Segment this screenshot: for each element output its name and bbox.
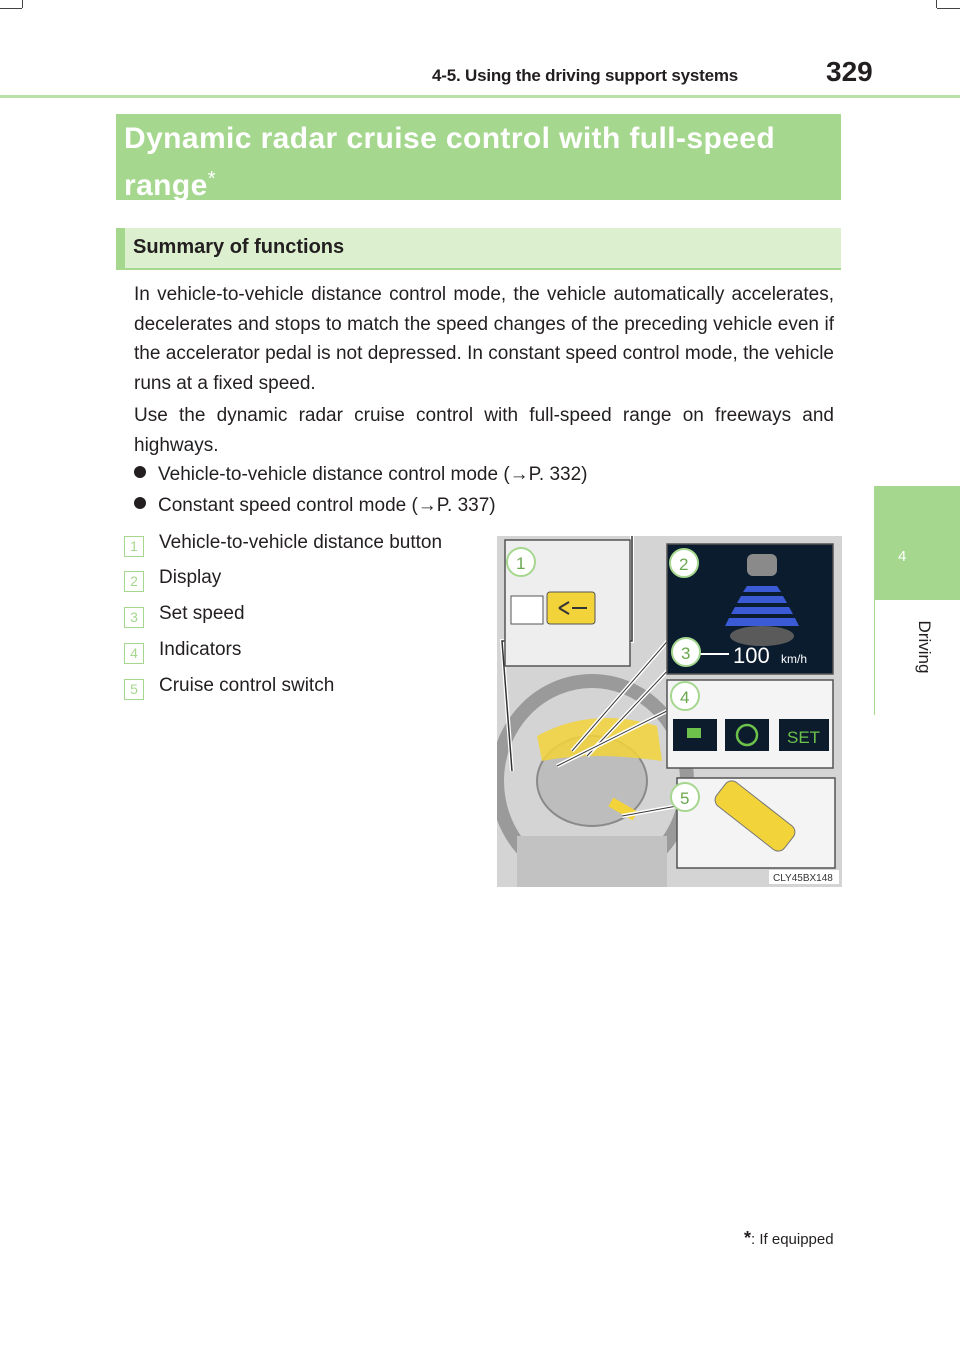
footnote <box>744 1228 834 1249</box>
callout-5 <box>671 783 699 811</box>
svg-text:2: 2 <box>679 555 689 574</box>
equipment-mark: * <box>207 168 216 190</box>
chapter-tab-rule <box>874 600 875 715</box>
subheading-bar <box>116 228 125 270</box>
bullet-text: Constant speed control mode (→P. 337) <box>158 495 496 516</box>
set-speed-value: 100 <box>733 643 770 668</box>
bullet-dot <box>134 497 146 509</box>
svg-text:5: 5 <box>680 789 690 808</box>
svg-text:3: 3 <box>681 644 691 663</box>
body-paragraph: In vehicle-to-vehicle distance control mode, the vehicle automatically accelerates, decelerates and stops to match the speed changes of the preceding vehicle even if the accelerator pedal is not depressed. In constant speed control mode, the vehicle runs at a fixed speed. <box>134 284 834 394</box>
cockpit-drawing <box>497 536 842 887</box>
image-code: CLY45BX148 <box>773 873 833 884</box>
body-paragraph: Use the dynamic radar cruise control with full-speed range on freeways and highways. <box>134 405 834 456</box>
callout-1 <box>507 548 535 576</box>
svg-text:1: 1 <box>516 554 526 573</box>
crop-mark <box>0 8 22 9</box>
legend-number: 5 <box>124 679 144 700</box>
cruise-control-illustration <box>497 536 842 887</box>
legend-label: Indicators <box>159 639 242 660</box>
set-speed-unit: km/h <box>781 652 808 666</box>
crop-mark <box>22 0 23 8</box>
callout-4 <box>671 682 699 710</box>
bullet-dot <box>134 466 146 478</box>
legend-label: Set speed <box>159 603 245 624</box>
chapter-tab <box>874 486 960 600</box>
legend-number: 4 <box>124 643 144 664</box>
legend-number: 1 <box>124 536 144 557</box>
footnote-mark: * <box>744 1228 752 1248</box>
section-title <box>124 118 824 206</box>
callout-2 <box>670 549 698 577</box>
legend-number: 2 <box>124 571 144 592</box>
legend-number: 3 <box>124 607 144 628</box>
crop-mark <box>936 0 937 8</box>
footnote-text: : If equipped <box>751 1231 834 1248</box>
svg-text:4: 4 <box>680 688 690 707</box>
bullet-item <box>134 460 588 489</box>
bullet-item <box>134 491 496 520</box>
callout-3 <box>672 638 700 666</box>
legend-label: Vehicle-to-vehicle distance button <box>159 532 443 553</box>
set-indicator-label: SET <box>787 728 821 747</box>
chapter-number: 4 <box>898 548 907 565</box>
legend-label: Cruise control switch <box>159 675 335 696</box>
chapter-label: Driving <box>915 620 934 674</box>
bullet-text: Vehicle-to-vehicle distance control mode (→P. 332) <box>158 464 588 485</box>
crop-mark <box>937 8 960 9</box>
legend-label: Display <box>159 567 222 588</box>
subheading: Summary of functions <box>133 236 345 258</box>
header-rule <box>0 95 960 98</box>
section-title-text: Dynamic radar cruise control with full-speed range <box>124 122 776 202</box>
running-header-section: 4-5. Using the driving support systems <box>432 66 739 85</box>
page-number: 329 <box>826 56 873 87</box>
